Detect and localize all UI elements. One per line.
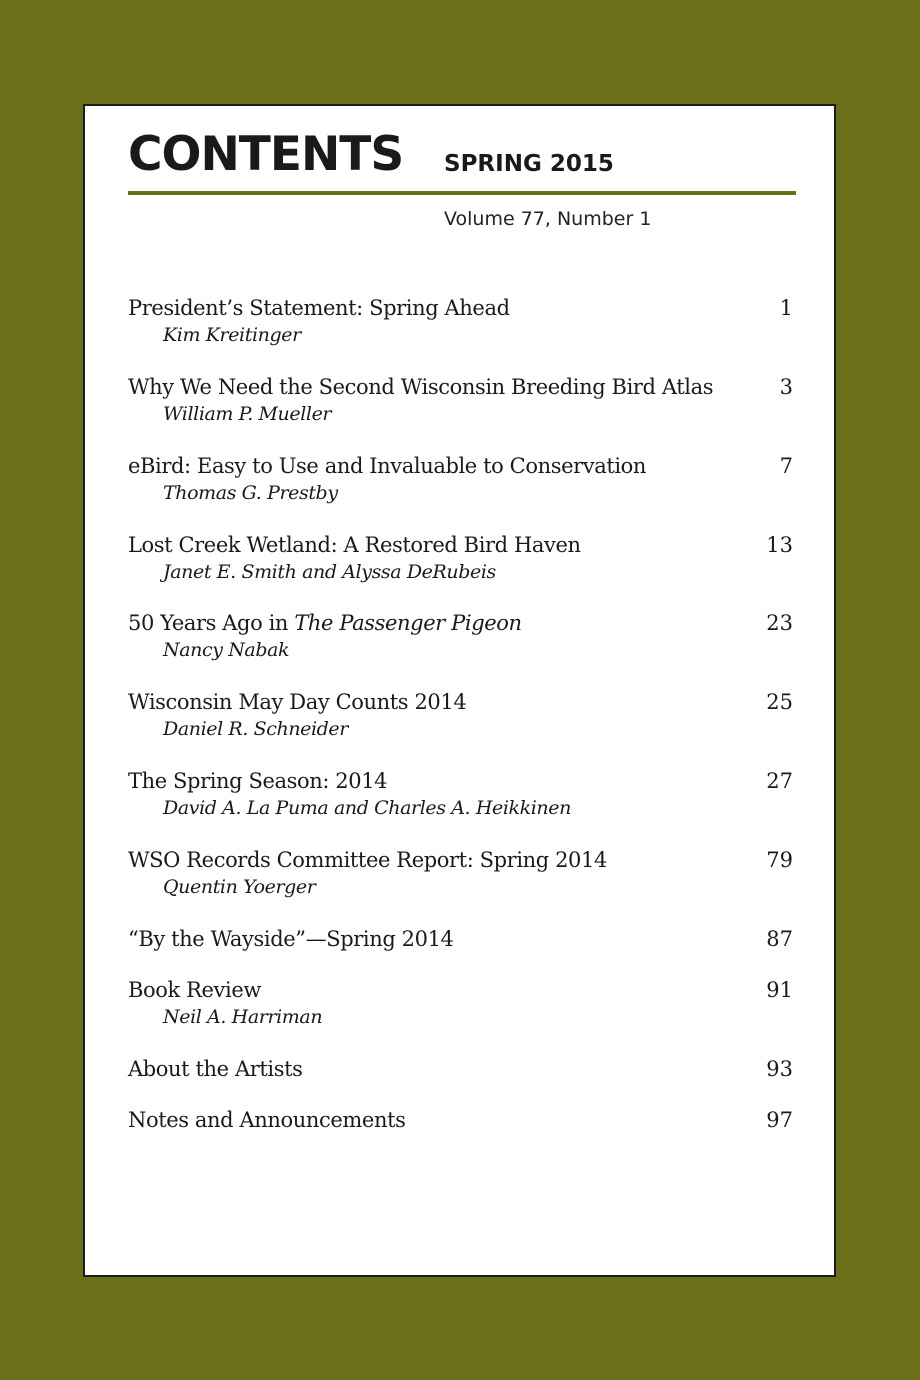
entry-author: Daniel R. Schneider: [163, 718, 348, 740]
header-divider: [128, 191, 796, 195]
entry-page-number: 23: [766, 611, 793, 635]
entry-page-number: 13: [766, 533, 793, 557]
entry-title-prefix: 50 Years Ago in: [128, 611, 295, 635]
entry-page-number: 3: [779, 375, 793, 399]
header: [128, 124, 796, 186]
entry-title: [128, 608, 522, 638]
entry-author: Quentin Yoerger: [163, 876, 316, 898]
entry-page-number: 25: [766, 690, 793, 714]
entry-page-number: 1: [779, 296, 793, 320]
volume-number: Volume 77, Number 1: [444, 208, 652, 230]
entry-page-number: 79: [766, 848, 793, 872]
contents-page: [83, 104, 836, 1277]
entry-page-number: 27: [766, 769, 793, 793]
entry-page-number: 7: [779, 454, 793, 478]
entry-page-number: 91: [766, 978, 793, 1002]
entry-author: Nancy Nabak: [163, 639, 290, 661]
entry-author: Neil A. Harriman: [163, 1006, 323, 1028]
journal-title: The Passenger Pigeon: [294, 611, 522, 635]
entry-title: WSO Records Committee Report: Spring 2014: [128, 848, 607, 872]
entry-title: About the Artists: [128, 1057, 303, 1081]
entry-title: Lost Creek Wetland: A Restored Bird Haven: [128, 533, 581, 557]
entry-author: Janet E. Smith and Alyssa DeRubeis: [163, 561, 496, 583]
entry-title: President’s Statement: Spring Ahead: [128, 296, 510, 320]
entry-author: David A. La Puma and Charles A. Heikkinen: [163, 797, 571, 819]
entry-title: “By the Wayside”—Spring 2014: [128, 927, 454, 951]
page-title: CONTENTS: [128, 127, 404, 182]
entry-page-number: 97: [766, 1108, 793, 1132]
entry-title: Book Review: [128, 978, 261, 1002]
entry-author: Thomas G. Prestby: [163, 482, 338, 504]
entry-title: Wisconsin May Day Counts 2014: [128, 690, 467, 714]
entry-title: Why We Need the Second Wisconsin Breeding Bird Atlas: [128, 375, 714, 399]
entry-title: Notes and Announcements: [128, 1108, 406, 1132]
entry-page-number: 87: [766, 927, 793, 951]
issue-season: SPRING 2015: [444, 151, 614, 177]
entry-title: The Spring Season: 2014: [128, 769, 388, 793]
entry-author: Kim Kreitinger: [163, 324, 301, 346]
entry-author: William P. Mueller: [163, 403, 332, 425]
entry-page-number: 93: [766, 1057, 793, 1081]
entry-title: eBird: Easy to Use and Invaluable to Conservation: [128, 454, 647, 478]
